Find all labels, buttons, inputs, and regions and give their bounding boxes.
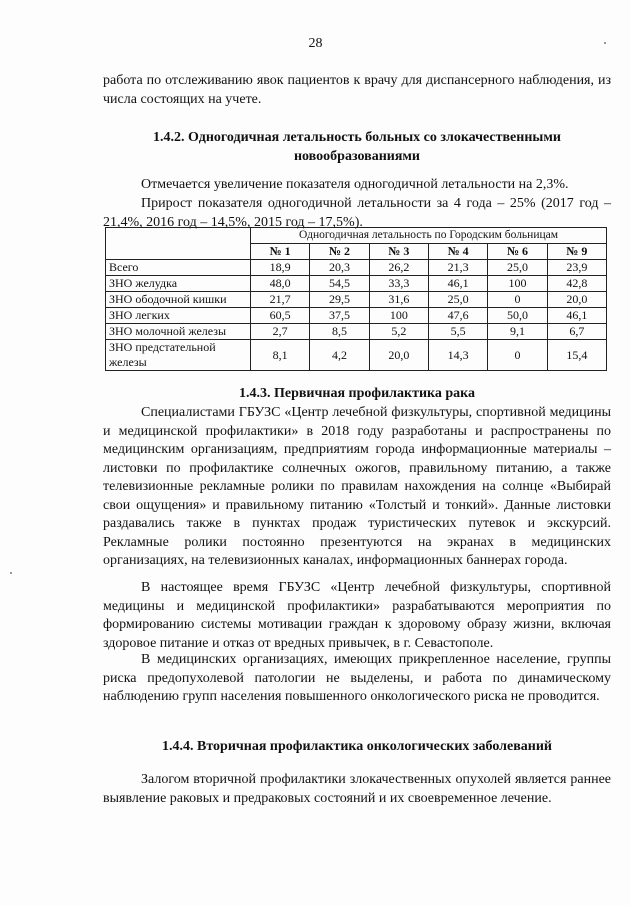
page-number: 28	[308, 36, 323, 51]
table-cell: 54,5	[310, 276, 369, 292]
table-cell: 25,0	[488, 260, 547, 276]
row-label: ЗНО легких	[106, 308, 251, 324]
section-1-4-3-title: 1.4.3. Первичная профилактика рака	[238, 386, 476, 401]
table-cell: 25,0	[428, 292, 487, 308]
intro-paragraph: работа по отслеживанию явок пациентов к врачу для диспансерного наблюдения, из числа состоящих на учете.	[103, 73, 611, 107]
table-cell: 0	[488, 340, 547, 371]
row-label: ЗНО ободочной кишки	[106, 292, 251, 308]
table-cell: 21,3	[428, 260, 487, 276]
table-cell: 15,4	[547, 340, 606, 371]
section-1-4-4-para1: Залогом вторичной профилактики злокачественных опухолей является раннее выявление раковых и предраковых состояний и их своевременное лечение.	[103, 772, 611, 806]
section-1-4-3-para2: В настоящее время ГБУЗС «Центр лечебной физкультуры, спортивной медицины и медицинской профилактики» разрабатываются мероприятия по формированию системы мотивации граждан к здоровому образу жизни, включая здоровое питание и отказ от вредных привычек, в г. Севастополе.	[103, 580, 611, 651]
table-cell: 31,6	[369, 292, 428, 308]
table-cell: 26,2	[369, 260, 428, 276]
section-1-4-2-para1: Отмечается увеличение показателя одногодичной летальности на 2,3%.	[141, 177, 569, 192]
table-cell: 20,0	[369, 340, 428, 371]
table-cell: 37,5	[310, 308, 369, 324]
table-group-header-row	[106, 228, 607, 244]
table-group-header: Одногодичная летальность по Городским больницам	[251, 228, 607, 244]
table-cell: 9,1	[488, 324, 547, 340]
table-cell: 18,9	[251, 260, 310, 276]
table-cell: 50,0	[488, 308, 547, 324]
mortality-table	[105, 227, 607, 371]
table-cell: 60,5	[251, 308, 310, 324]
table-row	[106, 292, 607, 308]
table-column-header: № 9	[547, 244, 606, 260]
table-cell: 6,7	[547, 324, 606, 340]
table-column-header: № 4	[428, 244, 487, 260]
table-cell: 46,1	[428, 276, 487, 292]
table-cell: 21,7	[251, 292, 310, 308]
table-cell: 14,3	[428, 340, 487, 371]
table-corner-cell	[106, 228, 251, 260]
section-1-4-3-para1: Специалистами ГБУЗС «Центр лечебной физкультуры, спортивной медицины и медицинской профилактики» в 2018 году разработаны и распространены по медицинским организациям, предприятиям города информационные материалы – листовки по профилактике солнечных ожогов, правильному питанию, а также телевизионные рекламные ролики по правилам нахождения на солнце «Выбирай свои ощущения» и правильному питанию «Толстый и тонкий». Данные листовки раздавались также в пунктах продаж туристических путевок и экскурсий. Рекламные ролики постоянно презентуются на экранах в медицинских организациях, на телевизионных каналах, информационных баннерах города.	[103, 405, 611, 568]
row-label: ЗНО молочной железы	[106, 324, 251, 340]
table-cell: 46,1	[547, 308, 606, 324]
row-label: Всего	[106, 260, 251, 276]
table-row	[106, 308, 607, 324]
table-cell: 4,2	[310, 340, 369, 371]
table-column-header: № 6	[488, 244, 547, 260]
table-cell: 23,9	[547, 260, 606, 276]
section-1-4-2-para2: Прирост показателя одногодичной летальности за 4 года – 25% (2017 год – 21,4%, 2016 год – 14,5%, 2015 год – 17,5%).	[103, 196, 611, 230]
table-cell: 20,3	[310, 260, 369, 276]
table-cell: 0	[488, 292, 547, 308]
table-cell: 48,0	[251, 276, 310, 292]
section-1-4-3-para3: В медицинских организациях, имеющих прикрепленное население, группы риска предопухолевой патологии не выделены, и работа по динамическому наблюдению групп населения повышенного онкологического риска не проводится.	[103, 652, 611, 704]
table-cell: 2,7	[251, 324, 310, 340]
table-column-header: № 2	[310, 244, 369, 260]
scan-speck	[10, 572, 12, 574]
table-cell: 20,0	[547, 292, 606, 308]
section-1-4-4-title: 1.4.4. Вторичная профилактика онкологических заболеваний	[162, 739, 552, 754]
table-cell: 47,6	[428, 308, 487, 324]
table-cell: 29,5	[310, 292, 369, 308]
table-column-header: № 3	[369, 244, 428, 260]
table-row	[106, 260, 607, 276]
table-row	[106, 340, 607, 371]
table-cell: 5,2	[369, 324, 428, 340]
table-cell: 8,5	[310, 324, 369, 340]
table-column-header: № 1	[251, 244, 310, 260]
section-1-4-2-title: 1.4.2. Одногодичная летальность больных со злокачественными новообразованиями	[153, 130, 561, 164]
table-row	[106, 324, 607, 340]
row-label: ЗНО предстательной железы	[106, 340, 251, 371]
table-cell: 100	[369, 308, 428, 324]
table-cell: 33,3	[369, 276, 428, 292]
table-cell: 5,5	[428, 324, 487, 340]
scan-speck	[604, 42, 606, 44]
table-cell: 8,1	[251, 340, 310, 371]
table-cell: 100	[488, 276, 547, 292]
row-label: ЗНО желудка	[106, 276, 251, 292]
table-cell: 42,8	[547, 276, 606, 292]
table-row	[106, 276, 607, 292]
